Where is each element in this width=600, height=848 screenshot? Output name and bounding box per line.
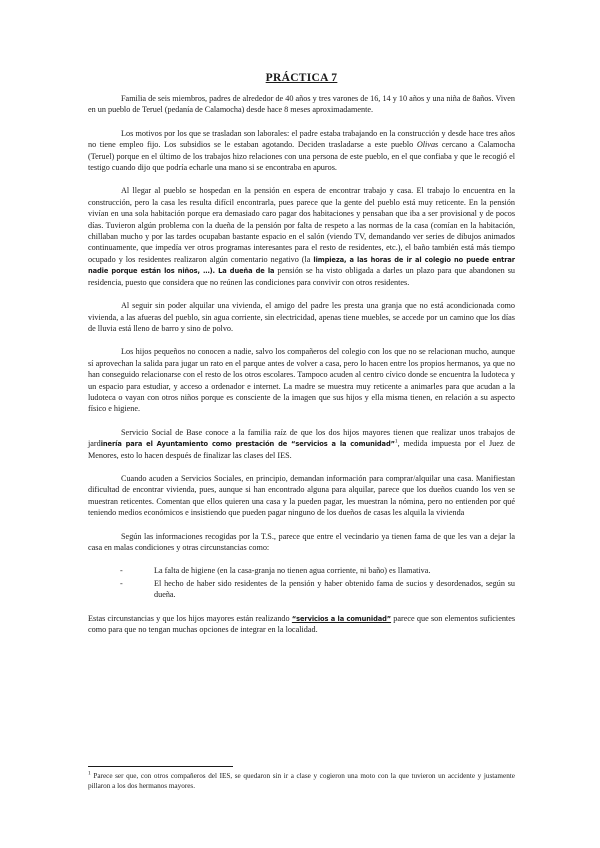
list-dash: - [120, 566, 123, 576]
list-item-text: El hecho de haber sido residentes de la pensión y haber obtenido fama de sucios y desordenados, según su dueña. [154, 578, 515, 600]
document-body [88, 72, 515, 647]
list-dash: - [120, 578, 123, 588]
footnote-reference[interactable]: 1 [394, 438, 398, 445]
paragraph-text: parece que son elementos suficientes como para que no tengan muchas opciones de integrar en la localidad. [88, 613, 516, 635]
paragraph-housing-request: Cuando acuden a Servicios Sociales, en principio, demandan información para comprar/alquilar una casa. Manifiestan dificultad de encontrar vivienda, pues, aunque si han encontrado alguna para alquilar, parece que los dueños cuando los ven se muestran reticentes. Comentan que ellos quieren una casa y la pueden pagar, les muestran la nómina, pero no entienden por qué teniendo medios económicos e insistiendo que pueden pagar ninguno de los dueños de casas les alquila la vivienda [88, 473, 515, 518]
paragraph-conclusion [88, 613, 515, 636]
paragraph-motives [88, 128, 515, 174]
paragraph-text: , medida impuesta por el Juez de Menores, esto lo hacen después de finalizar las clases del IES. [88, 439, 515, 460]
paragraph-social-service [88, 427, 515, 461]
footnote-separator [88, 766, 233, 767]
emphasized-text: “servicios a la comunidad” [291, 613, 392, 623]
list-item-text: La falta de higiene (en la casa-granja no tienen agua corriente, ni baño) es llamativa. [154, 566, 431, 576]
emphasized-text: limpieza, a las horas de ir al colegio no puede entrar nadie porque están los niños, …). La dueña de la [88, 254, 515, 276]
footnote-number: 1 [88, 770, 91, 777]
paragraph-text: pensión se ha visto obligada a darles un plazo para que abandonen su residencia, puesto que considera que no reúnen las condiciones para convivir con otros residentes. [88, 266, 516, 287]
paragraph-neighbourhood: Según las informaciones recogidas por la T.S., parece que entre el vecindario ya tienen fama de que les van a dejar la casa en malas condiciones y otras circunstancias como: [88, 531, 515, 552]
circumstances-list [88, 565, 515, 600]
paragraph-text: Estas circunstancias y que los hijos mayores están realizando [88, 613, 292, 623]
paragraph-text: Al llegar al pueblo se hospedan en la pensión en espera de encontrar trabajo y casa. El trabajo lo encuentra en la construcción, pero la casa les resulta difícil encontrarla, pues parece que la gente del pueblo está muy reticente. En la pensión vivían en una sola habitación porque era demasiado caro pagar dos habitaciones y pensaban que iba a ser provisional y de pocos días. Tuvieron algún problema con la dueña de la pensión por falta de respeto a las normas de la casa (comían en la habitación, chillaban mucho y por las tardes ocupaban bastante espacio en el salón (viendo TV, demandando ver series de dibujos animados continuamente, que impedía ver otros programas interesantes para el resto de residentes, etc.), el baño también está más tiempo ocupado y los residentes realizaron algún comentario negativo (la [88, 186, 515, 264]
paragraph-text: Servicio Social de Base conoce a la familia raíz de que los dos hijos mayores tienen que realizar unos trabajos de jard [88, 427, 515, 449]
paragraph-farm: Al seguir sin poder alquilar una vivienda, el amigo del padre les presta una granja que no está acondicionada como vivienda, a las afueras del pueblo, sin agua corriente, sin electricidad, apenas tiene muebles, se accede por un camino que los días de lluvia está lleno de barro y sino de polvo. [88, 301, 515, 333]
footnote [88, 771, 515, 791]
paragraph-text: Los motivos por los que se trasladan son laborales: el padre estaba trabajando en la construcción y desde hace tres años no tiene empleo fijo. Los subsidios se le estaban agotando. Deciden trasladarse a este pueblo [88, 128, 515, 150]
emphasized-text: inería para el Ayuntamiento como prestación de “servicios a la comunidad” [100, 439, 395, 449]
footnote-text: Parece ser que, con otros compañeros del IES, se quedaron sin ir a clase y cogieron una moto con la que tuvieron un accidente y justamente pillaron a los dos hermanos mayores. [88, 772, 515, 790]
list-item [88, 565, 515, 576]
town-name: Olivas [416, 140, 439, 150]
paragraph-arrival [88, 185, 515, 288]
paragraph-family: Familia de seis miembros, padres de alrededor de 40 años y tres varones de 16, 14 y 10 años y una niña de 8años. Viven en un pueblo de Teruel (pedanía de Calamocha) desde hace 8 meses aproximadamente. [88, 94, 515, 115]
paragraph-text: cercano a Calamocha (Teruel) porque en el último de los trabajos hizo relaciones con una persona de este pueblo, en el que confiaba y que le recogió el testigo cuando dijo que podría echarle una mano si se encontraba en apuros. [88, 140, 515, 173]
list-item [88, 578, 515, 601]
paragraph-children: Los hijos pequeños no conocen a nadie, salvo los compañeros del colegio con los que no se relacionan mucho, aunque sí aprovechan la salida para jugar un rato en el parque antes de volver a casa, pero lo hacen entre los propios hermanos, ya que no han conseguido relacionarse con el resto de los otros escolares. Tampoco acuden al centro cívico donde se encuentra la ludoteca y un espacio para estudiar, y acceso a ordenador e internet. La madre se muestra muy reticente a animarles para que acudan a la ludoteca o vayan con otros niños porque es consciente de la imagen que sus hijos y ella misma tienen, en relación a su aspecto físico e higiene. [88, 347, 515, 414]
page-title: PRÁCTICA 7 [265, 72, 338, 84]
